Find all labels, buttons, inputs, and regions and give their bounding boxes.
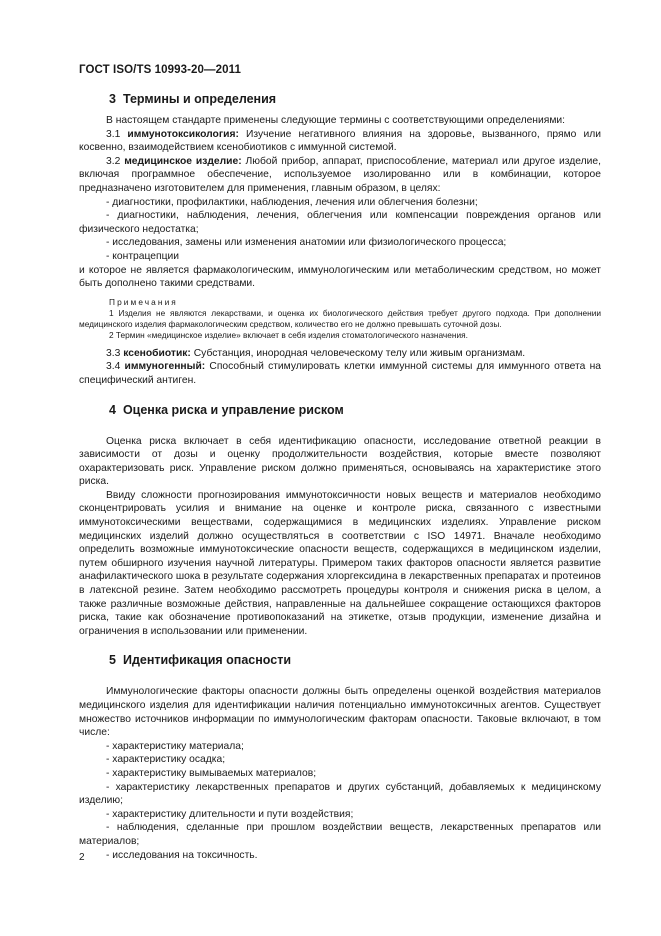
section-5-heading <box>79 652 601 669</box>
section-4-heading <box>79 402 601 419</box>
list-item: - исследования, замены или изменения анатомии или физиологического процесса; <box>106 237 507 249</box>
list-item: - наблюдения, сделанные при прошлом воздействии веществ, лекарственных препаратов или материалов; <box>79 822 601 847</box>
term-name: иммуногенный: <box>124 361 206 373</box>
section-3-intro: В настоящем стандарте применены следующие термины с соответствующими определениями: <box>106 115 566 126</box>
term-name: ксенобиотик: <box>123 347 191 359</box>
list-item: - характеристику вымываемых материалов; <box>106 767 317 779</box>
list-item: - характеристику материала; <box>106 740 244 752</box>
list-item: - исследования на токсичность. <box>106 849 258 861</box>
section-4-paragraph-2: Ввиду сложности прогнозирования иммунотоксичности новых веществ и материалов необходимо сконцентрировать усилия и внимание на оценке и контроле риска, связанного с известными иммунотоксическими веществами, содержащимися в медицинских изделиях. Управление риском медицинских изделий должно осуществляться в соответствии с ISO 14971. Вначале необходимо определить возможные иммунотоксические опасности веществ, содержащихся в медицинском изделии, путем обширного изучения научной литературы. Примером таких факторов опасности является развитие анафилактического шока в результате содержания хлоргексидина в лекарственных препаратах и протеинов в латексной резине. Затем необходимо рассмотреть процедуры контроля и снижения риска в целом, а также различные возможные действия, направленные на дальнейшее сокращение остающихся факторов риска, такие как обозначение противопоказаний на этикетке, отзыв продукции, изменение дизайна и ограничения в использовании или применении. <box>79 489 601 637</box>
list-item: - характеристику лекарственных препаратов и других субстанций, добавляемых к медицинскому изделию; <box>79 781 601 807</box>
section-title: Оценка риска и управление риском <box>122 402 344 417</box>
note-1: 1 Изделия не являются лекарствами, и оценка их биологического действия требует другого подхода. При дополнении медицинского изделия фармакологическим средством, количество его не должно превышать суточной дозы. <box>79 307 601 329</box>
note-2: 2 Термин «медицинское изделие» включает в себя изделия стоматологического назначения. <box>109 329 468 340</box>
section-number: 3 <box>109 92 116 106</box>
term-3-4 <box>79 360 601 387</box>
section-4-paragraph-1: Оценка риска включает в себя идентификацию опасности, исследование ответной реакции в зависимости от дозы и оценку продолжительности воздействия, которые вместе позволяют охарактеризовать риск. Управление риском должно применяться, основываясь на характеристике этого риска. <box>79 435 601 488</box>
page-number: 2 <box>79 852 85 863</box>
term-definition: Изучение негативного влияния на здоровье, вызванного, прямо или косвенно, взаимодействием ксенобиотиков с иммунной системой. <box>79 128 601 154</box>
term-3-2 <box>79 155 601 196</box>
term-number: 3.2 <box>106 155 121 167</box>
document-header: ГОСТ ISO/TS 10993-20—2011 <box>79 64 241 76</box>
term-number: 3.4 <box>106 361 121 373</box>
section-title: Идентификация опасности <box>122 653 292 668</box>
term-3-1 <box>79 128 601 155</box>
term-definition: Любой прибор, аппарат, приспособление, материал или другое изделие, включая программное обеспечение, используемое изолированно или в комбинации, которое предназначено изготовителем для применения, главным образом, в целях: <box>79 155 601 194</box>
term-number: 3.1 <box>106 128 121 140</box>
term-name: иммунотоксикология: <box>127 128 239 140</box>
list-item: - характеристику длительности и пути воздействия; <box>106 808 354 820</box>
term-name: медицинское изделие: <box>124 155 242 167</box>
term-definition: Способный стимулировать клетки иммунной системы для иммунного ответа на специфический антиген. <box>79 361 601 386</box>
list-item: - характеристику осадка; <box>106 754 226 766</box>
list-item: - диагностики, профилактики, наблюдения, лечения или облегчения болезни; <box>106 196 478 208</box>
section-number: 5 <box>109 653 116 668</box>
section-number: 4 <box>109 402 116 417</box>
term-3-2-tail: и которое не является фармакологическим, иммунологическим или метаболическим средством, но может быть дополнено такими средствами. <box>79 264 601 290</box>
term-definition: Субстанция, инородная человеческому телу или живым организмам. <box>193 347 526 359</box>
term-3-3 <box>79 347 601 361</box>
section-5-paragraph-1: Иммунологические факторы опасности должны быть определены оценкой воздействия материалов медицинского изделия для идентификации наличия потенциально иммунотоксичных агентов. Существует множество источников информации по иммунологическим факторам опасности. Таковые включают, в том числе: <box>79 686 601 739</box>
notes-title: Примечания <box>109 296 178 307</box>
section-3-heading <box>79 91 601 108</box>
term-number: 3.3 <box>106 347 121 359</box>
section-title: Термины и определения <box>122 92 277 106</box>
list-item: - контрацепции <box>106 250 179 262</box>
document-body <box>79 91 601 862</box>
list-item: - диагностики, наблюдения, лечения, облегчения или компенсации повреждения органов или физического недостатка; <box>79 210 601 235</box>
